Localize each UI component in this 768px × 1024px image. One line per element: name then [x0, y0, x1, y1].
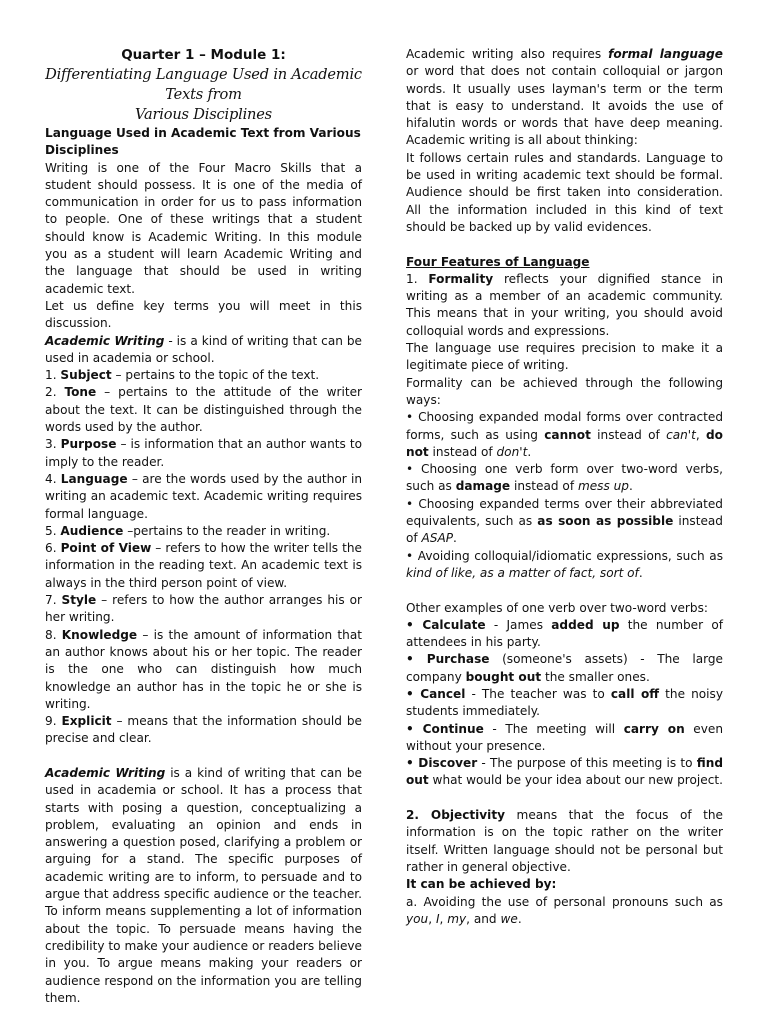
term-item: 6. Point of View – refers to how the writer tells the information in the reading text. An academic text is always in the third person point of view. — [45, 541, 362, 590]
example-item: • Continue - The meeting will carry on even without your presence. — [406, 721, 723, 753]
academic-writing-definition: Academic Writing - is a kind of writing that can be used in academia or school. — [45, 333, 362, 365]
objectivity-item-a: a. Avoiding the use of personal pronouns such as you, I, my, and we. — [406, 894, 723, 926]
term-item: 3. Purpose – is information that an author wants to imply to the reader. — [45, 437, 362, 469]
spacer — [45, 748, 362, 765]
formality-paragraph: 1. Formality reflects your dignified stance in writing as a member of an academic community. This means that in your writing, you should avoid colloquial words and expressions. — [406, 271, 723, 338]
term-name: Tone — [64, 385, 97, 400]
bullet-item: • Choosing expanded terms over their abbreviated equivalents, such as as soon as possible instead of ASAP. — [406, 496, 723, 546]
left-column — [45, 46, 362, 1007]
term-name: Explicit — [61, 714, 112, 729]
rules-paragraph: It follows certain rules and standards. Language to be used in writing academic text should be formal. Audience should be first taken into consideration. All the information included in this kind of text should be backed up by valid evidences. — [406, 150, 723, 234]
term-academic-writing: Academic Writing — [45, 333, 165, 348]
term-name: Purpose — [60, 437, 117, 452]
example-item: • Calculate - James added up the number of attendees in his party. — [406, 617, 723, 650]
bullet-item: • Choosing one verb form over two-word verbs, such as damage instead of mess up. — [406, 462, 723, 494]
term-item: 1. Subject – pertains to the topic of the text. — [45, 368, 320, 383]
formal-language-paragraph: Academic writing also requires formal language or word that does not contain colloquial or jargon words. It usually uses layman's term or the term that is easy to understand. It avoids the use of hifalutin words or words that have deep meaning. Academic writing is all about thinking: — [406, 47, 723, 148]
term-item: 5. Audience –pertains to the reader in writing. — [45, 523, 331, 538]
term-name: Subject — [60, 368, 112, 383]
term-name: Audience — [60, 523, 124, 538]
objectivity-paragraph: 2. Objectivity means that the focus of the information is on the topic rather on the writer itself. Written language should not be personal but rather in general objective. — [406, 808, 723, 874]
module-subtitle — [45, 65, 362, 125]
academic-writing-paragraph: Academic Writing is a kind of writing that can be used in academia or school. It has a process that starts with posing a question, conceptualizing a problem, evaluating an opinion and ends in answering a question posed, clarifying a problem or arguing for a stand. The specific purposes of academic writing are to inform, to persuade and to argue that address specific audience or the teacher. To inform means supplementing a lot of information about the topic. To persuade means having the credibility to make your audience or readers believe in you. To argue means making your readers or audience respond on the information you are telling them. — [45, 765, 362, 1005]
term-academic-writing: Academic Writing — [45, 765, 166, 780]
term-item: 9. Explicit – means that the information should be precise and clear. — [45, 714, 362, 746]
bullet-item: • Choosing expanded modal forms over contracted forms, such as using cannot instead of can't, do not instead of don't. — [406, 410, 723, 459]
features-heading: Four Features of Language — [406, 254, 590, 269]
example-item: • Purchase (someone's assets) - The large company bought out the smaller ones. — [406, 652, 723, 684]
right-column — [406, 46, 723, 928]
example-item: • Cancel - The teacher was to call off the noisy students immediately. — [406, 686, 724, 719]
bullet-item: • Avoiding colloquial/idiomatic expressions, such as kind of like, as a matter of fact, sort of. — [406, 548, 723, 580]
term-item: 4. Language – are the words used by the author in writing an academic text. Academic writing requires formal language. — [45, 471, 362, 521]
term-name: Style — [61, 593, 97, 608]
spacer — [406, 582, 723, 599]
intro-paragraph: Writing is one of the Four Macro Skills that a student should possess. It is one of the media of communication in order for us to pass information to people. One of these writings that a student should know is Academic Writing. In this module you as a student will learn Academic Writing and the language that should be used in writing academic text. — [45, 160, 362, 296]
achieved-by-heading: It can be achieved by: — [406, 877, 557, 892]
term-name: Language — [60, 471, 128, 486]
term-name: Point of View — [60, 541, 152, 556]
spacer — [406, 236, 723, 253]
term-item: 2. Tone – pertains to the attitude of the writer about the text. It can be distinguished through the words used by the author. — [45, 385, 362, 435]
other-examples-heading: Other examples of one verb over two-word verbs: — [406, 600, 708, 615]
subtitle-line-1: Differentiating Language Used in Academic Texts from — [45, 66, 362, 103]
subtitle-line-2: Various Disciplines — [135, 106, 272, 123]
section-heading: Language Used in Academic Text from Various Disciplines — [45, 126, 361, 158]
example-item: • Discover - The purpose of this meeting is to find out what would be your idea about our new project. — [406, 756, 723, 788]
spacer — [406, 790, 723, 807]
define-paragraph: Let us define key terms you will meet in this discussion. — [45, 298, 362, 331]
term-name: Knowledge — [61, 627, 138, 642]
term-item: 8. Knowledge – is the amount of information that an author knows about his or her topic. The reader is the one who can distinguish how much knowledge an author has in the topic he or she is writing. — [45, 627, 362, 711]
formality-ways-paragraph: Formality can be achieved through the following ways: — [406, 375, 723, 407]
module-title: Quarter 1 – Module 1: — [121, 47, 286, 63]
precision-paragraph: The language use requires precision to make it a legitimate piece of writing. — [406, 341, 723, 373]
term-item: 7. Style – refers to how the author arranges his or her writing. — [45, 593, 362, 625]
